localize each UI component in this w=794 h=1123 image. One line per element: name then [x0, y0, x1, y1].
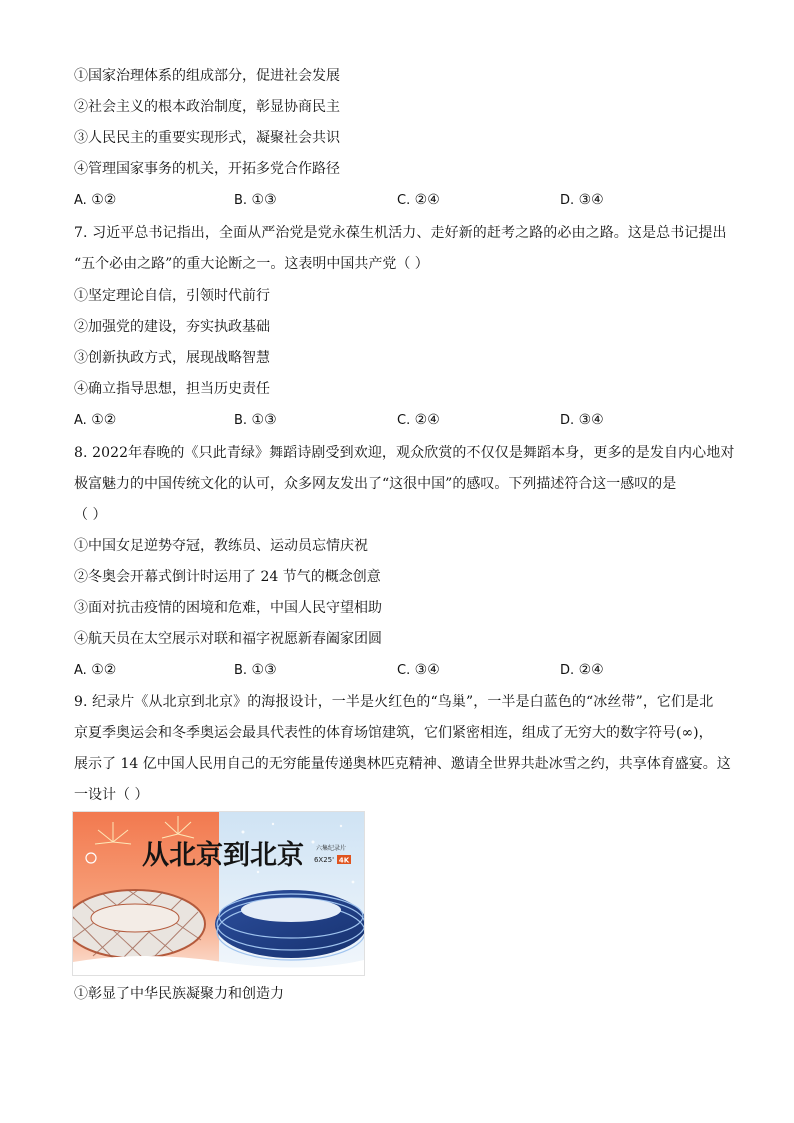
- documentary-poster-image: [72, 811, 365, 976]
- q7-stem-line-2: “五个必由之路”的重大论断之一。这表明中国共产党（ ）: [74, 256, 429, 272]
- q6-item-3: ③人民民主的重要实现形式，凝聚社会共识: [74, 130, 340, 146]
- poster-tag-line-2: 6X25': [313, 856, 335, 864]
- poster-title: 从北京到北京: [142, 840, 304, 871]
- q6-item-4: ④管理国家事务的机关，开拓多党合作路径: [74, 161, 340, 177]
- q7-item-3: ③创新执政方式，展现战略智慧: [74, 350, 270, 366]
- q6-option-c[interactable]: C. ②④: [397, 192, 440, 208]
- q7-option-c[interactable]: C. ②④: [397, 412, 440, 428]
- q8-option-b[interactable]: B. ①③: [234, 662, 277, 678]
- q7-stem-line-1: 7. 习近平总书记指出，全面从严治党是党永葆生机活力、走好新的赶考之路的必由之路。这是总书记提出: [74, 225, 727, 241]
- q8-option-c[interactable]: C. ③④: [397, 662, 440, 678]
- q7-option-a[interactable]: A. ①②: [74, 412, 117, 428]
- q9-stem-line-2: 京夏季奥运会和冬季奥运会最具代表性的体育场馆建筑，它们紧密相连，组成了无穷大的数字符号(∞)，: [74, 725, 713, 741]
- q7-option-b[interactable]: B. ①③: [234, 412, 277, 428]
- q7-item-1: ①坚定理论自信，引领时代前行: [74, 288, 270, 304]
- q7-options: [74, 410, 714, 430]
- q9-stem-line-4: 一设计（ ）: [74, 787, 149, 803]
- q7-item-2: ②加强党的建设，夯实执政基础: [74, 319, 270, 335]
- q6-options: [74, 190, 714, 210]
- q6-option-b[interactable]: B. ①③: [234, 192, 277, 208]
- q6-item-2: ②社会主义的根本政治制度，彰显协商民主: [74, 99, 340, 115]
- q8-item-1: ①中国女足逆势夺冠，教练员、运动员忘情庆祝: [74, 538, 368, 554]
- q9-item-1: ①彰显了中华民族凝聚力和创造力: [74, 986, 284, 1002]
- q8-option-d[interactable]: D. ②④: [560, 662, 604, 678]
- q7-item-4: ④确立指导思想，担当历史责任: [74, 381, 270, 397]
- q8-stem-line-3: （ ）: [74, 507, 107, 523]
- q8-options: [74, 660, 714, 680]
- q8-item-4: ④航天员在太空展示对联和福字祝愿新春阖家团圆: [74, 631, 382, 647]
- q8-item-2: ②冬奥会开幕式倒计时运用了 24 节气的概念创意: [74, 569, 381, 585]
- q6-option-a[interactable]: A. ①②: [74, 192, 117, 208]
- q6-item-1: ①国家治理体系的组成部分，促进社会发展: [74, 68, 340, 84]
- q9-stem-line-1: 9. 纪录片《从北京到北京》的海报设计，一半是火红色的“鸟巢”，一半是白蓝色的“冰丝带”，它们是北: [74, 694, 714, 710]
- q7-option-d[interactable]: D. ③④: [560, 412, 604, 428]
- q6-option-d[interactable]: D. ③④: [560, 192, 604, 208]
- q8-stem-line-2: 极富魅力的中国传统文化的认可，众多网友发出了“这很中国”的感叹。下列描述符合这一感叹的是: [74, 476, 677, 492]
- q8-option-a[interactable]: A. ①②: [74, 662, 117, 678]
- q9-stem-line-3: 展示了 14 亿中国人民用自己的无穷能量传递奥林匹克精神、邀请全世界共赴冰雪之约，共享体育盛宴。这: [74, 756, 731, 772]
- poster-tag-line-1: 六集纪录片: [315, 845, 347, 852]
- q8-item-3: ③面对抗击疫情的困境和危难，中国人民守望相助: [74, 600, 382, 616]
- poster-4k-badge: 4K: [338, 856, 350, 865]
- q8-stem-line-1: 8. 2022年春晚的《只此青绿》舞蹈诗剧受到欢迎，观众欣赏的不仅仅是舞蹈本身，更多的是发自内心地对: [74, 445, 735, 461]
